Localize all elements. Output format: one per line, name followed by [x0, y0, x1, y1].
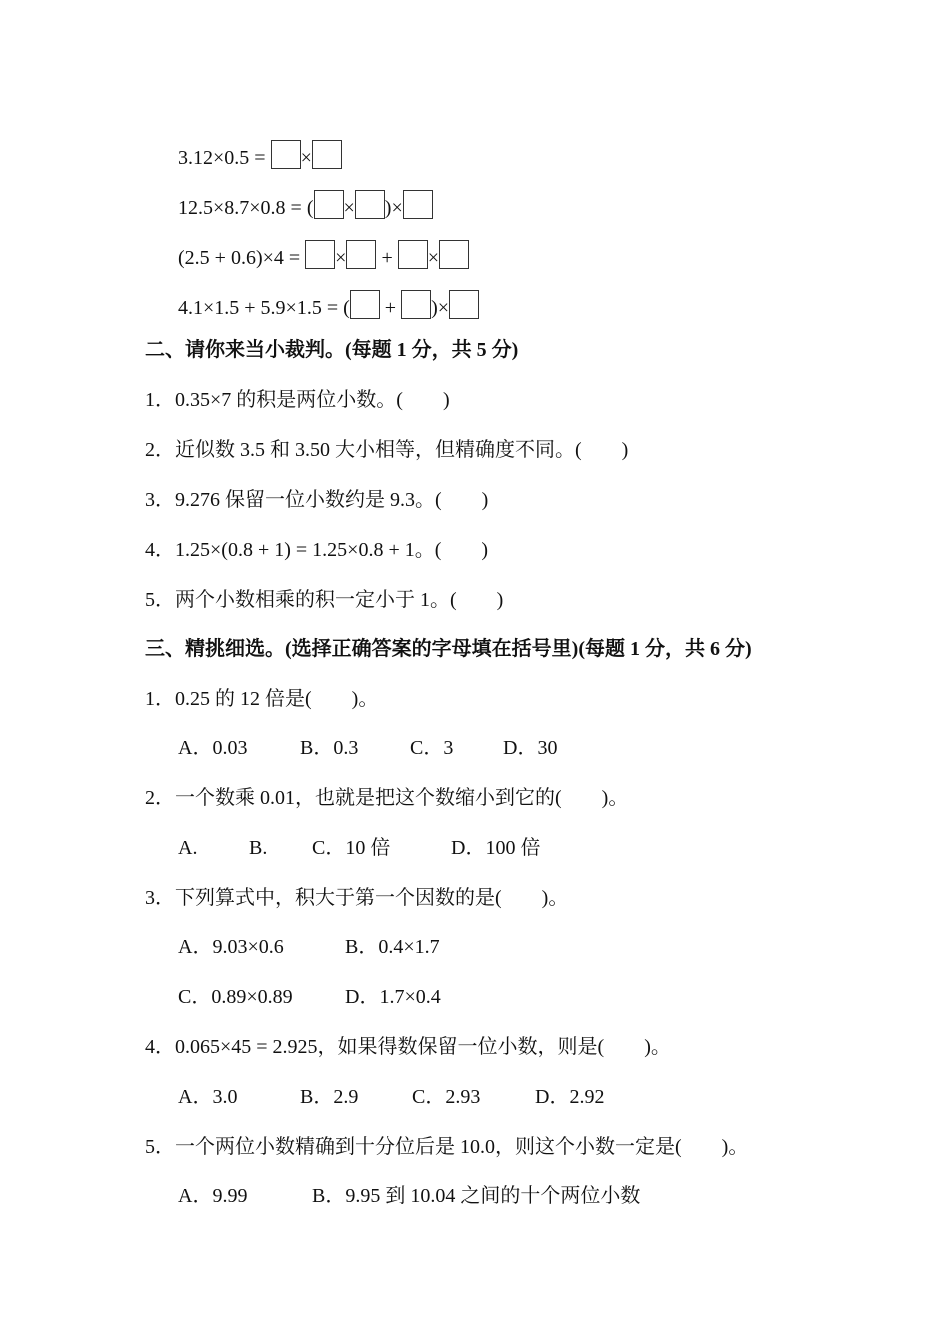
question-text: 0.065×45 = 2.925，如果得数保留一位小数，则是( [175, 1036, 605, 1058]
close-paren: )。 [601, 787, 629, 809]
close-paren: ) [496, 589, 504, 611]
option-b[interactable]: B．0.4×1.7 [345, 936, 440, 958]
choice-question-4 [145, 1034, 671, 1060]
question-number: 2． [145, 787, 175, 809]
question-number: 4． [145, 1036, 175, 1058]
question-number: 5． [145, 1136, 175, 1158]
answer-box[interactable] [449, 290, 479, 319]
option-d[interactable]: D．1.7×0.4 [345, 986, 441, 1008]
answer-box[interactable] [346, 240, 376, 269]
option-c[interactable]: C．2.93 [412, 1086, 481, 1108]
equation-1 [178, 140, 342, 171]
item-text: 9.276 保留一位小数约是 9.3。( [175, 489, 442, 511]
option-a[interactable]: A．3.0 [178, 1086, 238, 1108]
option-d[interactable]: D．100 倍 [451, 837, 541, 859]
question-text: 一个两位小数精确到十分位后是 10.0，则这个小数一定是( [175, 1136, 682, 1158]
choice-question-2 [145, 785, 628, 811]
answer-box[interactable] [355, 190, 385, 219]
choice-question-1 [145, 686, 378, 712]
item-number: 2． [145, 439, 175, 461]
times-sign: × [335, 247, 347, 269]
option-a[interactable]: A. [178, 837, 198, 859]
equation-2-lhs: 12.5×8.7×0.8 = ( [178, 197, 314, 219]
close-paren: ) [621, 439, 629, 461]
equation-3-lhs: (2.5 + 0.6)×4 = [178, 247, 306, 269]
close-paren: ) [481, 539, 489, 561]
question-text: 下列算式中，积大于第一个因数的是( [175, 887, 502, 909]
choice-question-3 [145, 885, 568, 911]
question-text: 0.25 的 12 倍是( [175, 688, 312, 710]
option-a[interactable]: A．9.99 [178, 1185, 248, 1207]
option-c[interactable]: C．10 倍 [312, 837, 391, 859]
judge-item-4 [145, 537, 488, 563]
option-a[interactable]: A．9.03×0.6 [178, 936, 284, 958]
equation-4-lhs: 4.1×1.5 + 5.9×1.5 = ( [178, 297, 350, 319]
answer-box[interactable] [312, 140, 342, 169]
close-paren: )。 [721, 1136, 749, 1158]
option-c[interactable]: C．0.89×0.89 [178, 986, 293, 1008]
option-b[interactable]: B. [249, 837, 268, 859]
close-paren-times: )× [431, 297, 450, 319]
item-number: 3． [145, 489, 175, 511]
close-paren: )。 [541, 887, 569, 909]
close-paren-times: )× [384, 197, 403, 219]
option-d[interactable]: D．2.92 [535, 1086, 605, 1108]
question-number: 1． [145, 688, 175, 710]
close-paren: )。 [351, 688, 379, 710]
item-text: 1.25×(0.8 + 1) = 1.25×0.8 + 1。( [175, 539, 442, 561]
answer-box[interactable] [305, 240, 335, 269]
option-b[interactable]: B．0.3 [300, 737, 359, 759]
times-sign: × [300, 147, 312, 169]
question-number: 3． [145, 887, 175, 909]
answer-box[interactable] [350, 290, 380, 319]
item-number: 5． [145, 589, 175, 611]
plus-sign: + [379, 297, 402, 319]
judge-item-5 [145, 587, 503, 613]
equation-1-lhs: 3.12×0.5 = [178, 147, 271, 169]
section-2-heading: 二、请你来当小裁判。(每题 1 分，共 5 分) [145, 339, 519, 361]
item-number: 1． [145, 389, 175, 411]
plus-sign: + [376, 247, 398, 269]
answer-box[interactable] [271, 140, 301, 169]
answer-box[interactable] [401, 290, 431, 319]
judge-item-2 [145, 437, 628, 463]
judge-item-1 [145, 387, 450, 413]
item-text: 两个小数相乘的积一定小于 1。( [175, 589, 457, 611]
answer-box[interactable] [398, 240, 428, 269]
item-number: 4． [145, 539, 175, 561]
times-sign: × [427, 247, 440, 269]
times-sign: × [343, 197, 355, 219]
equation-3 [178, 240, 469, 271]
answer-box[interactable] [439, 240, 469, 269]
answer-box[interactable] [403, 190, 433, 219]
section-3-heading: 三、精挑细选。(选择正确答案的字母填在括号里)(每题 1 分，共 6 分) [145, 638, 752, 660]
item-text: 0.35×7 的积是两位小数。( [175, 389, 403, 411]
equation-4 [178, 290, 479, 321]
option-a[interactable]: A．0.03 [178, 737, 248, 759]
equation-2 [178, 190, 433, 221]
option-d[interactable]: D．30 [503, 737, 558, 759]
answer-box[interactable] [314, 190, 344, 219]
option-b[interactable]: B．9.95 到 10.04 之间的十个两位小数 [312, 1185, 641, 1207]
choice-question-5 [145, 1134, 748, 1160]
option-c[interactable]: C．3 [410, 737, 454, 759]
judge-item-3 [145, 487, 488, 513]
question-text: 一个数乘 0.01，也就是把这个数缩小到它的( [175, 787, 562, 809]
close-paren: ) [442, 389, 450, 411]
option-b[interactable]: B．2.9 [300, 1086, 359, 1108]
item-text: 近似数 3.5 和 3.50 大小相等，但精确度不同。( [175, 439, 582, 461]
close-paren: ) [481, 489, 489, 511]
close-paren: )。 [644, 1036, 671, 1058]
